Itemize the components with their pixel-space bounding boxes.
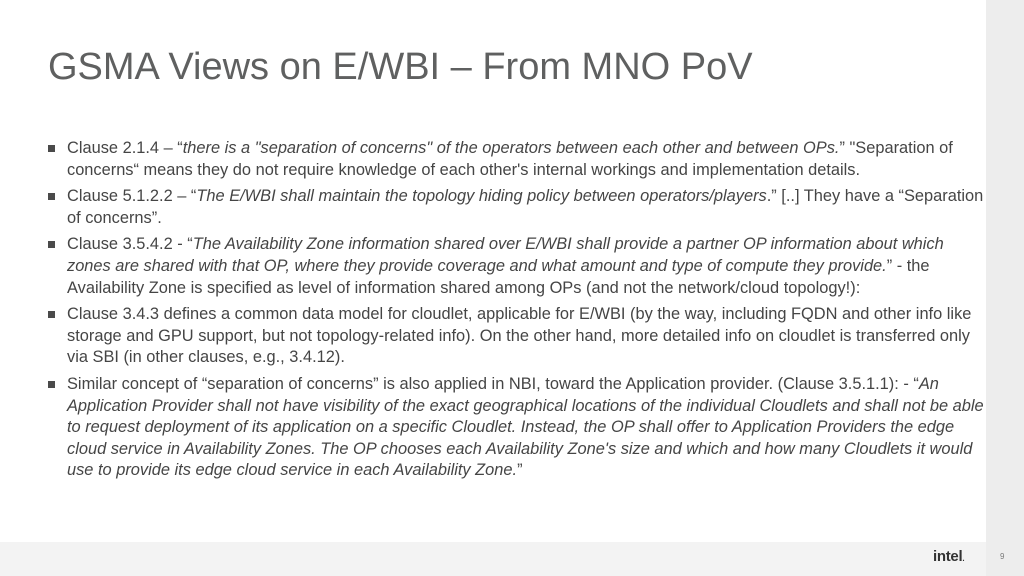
bullet-lead-text: Similar concept of “separation of concerns” is also applied in NBI, toward the Application provider. (Clause 3.5.1.1): - “ xyxy=(67,374,919,393)
bullet-close-text: ” "Separation of concerns“ means they do not require knowledge of each other's internal workings and implementation details. xyxy=(67,139,953,179)
square-bullet-icon xyxy=(48,193,55,200)
bullet-lead-text: Clause 3.5.4.2 - “ xyxy=(67,235,193,254)
slide-title: GSMA Views on E/WBI – From MNO PoV xyxy=(48,46,753,88)
bullet-close-text: ” xyxy=(517,461,523,480)
intel-logo xyxy=(933,548,964,565)
bullet-item-1 xyxy=(48,138,986,181)
bullet-lead-text: Clause 2.1.4 – “ xyxy=(67,139,183,157)
bullet-lead-text: Clause 3.4.3 defines a common data model for cloudlet, applicable for E/WBI (by the way, including FQDN and other info like storage and GPU support, but not topology-related info). On the other hand, more detailed info on cloudlet is transferred only via SBI (in other clauses, e.g., 3.4.12). xyxy=(67,305,972,367)
bullet-lead-text: Clause 5.1.2.2 – “ xyxy=(67,187,197,206)
square-bullet-icon xyxy=(48,381,55,388)
square-bullet-icon xyxy=(48,145,55,152)
bullet-quote-text: An Application Provider shall not have visibility of the exact geographical locations of the individual Cloudlets and shall not be able to request deployment of its application on a specific Cloudlet. Instead, the OP shall offer to Application Providers the edge cloud service in Availability Zones. The OP chooses each Availability Zone's size and which and how many Cloudlets it would use to provide its edge cloud service in each Availability Zone. xyxy=(67,374,984,480)
bullet-item-2 xyxy=(48,186,986,229)
bullet-list xyxy=(48,138,986,482)
bullet-quote-text: there is a "separation of concerns" of the operators between each other and between OPs. xyxy=(182,139,840,157)
bullet-close-text: .” [..] They have a “Separation of concerns”. xyxy=(67,187,984,227)
bullet-quote-text: The E/WBI shall maintain the topology hiding policy between operators/players xyxy=(196,187,767,206)
bullet-close-text: ” - the Availability Zone is specified as level of information shared among OPs (and not the network/cloud topology!): xyxy=(67,256,930,297)
bullet-item-5 xyxy=(48,374,986,482)
logo-dot: . xyxy=(962,554,965,563)
bullet-item-4 xyxy=(48,304,986,369)
logo-text: intel xyxy=(933,548,963,565)
bullet-quote-text: The Availability Zone information shared over E/WBI shall provide a partner OP information about which zones are shared with that OP, where they provide coverage and what amount and type of compute they provide. xyxy=(67,235,944,275)
right-side-strip xyxy=(986,0,1024,576)
square-bullet-icon xyxy=(48,241,55,248)
page-number: 9 xyxy=(1000,552,1005,561)
bullet-item-3 xyxy=(48,234,986,299)
square-bullet-icon xyxy=(48,311,55,318)
footer-band xyxy=(0,542,986,576)
